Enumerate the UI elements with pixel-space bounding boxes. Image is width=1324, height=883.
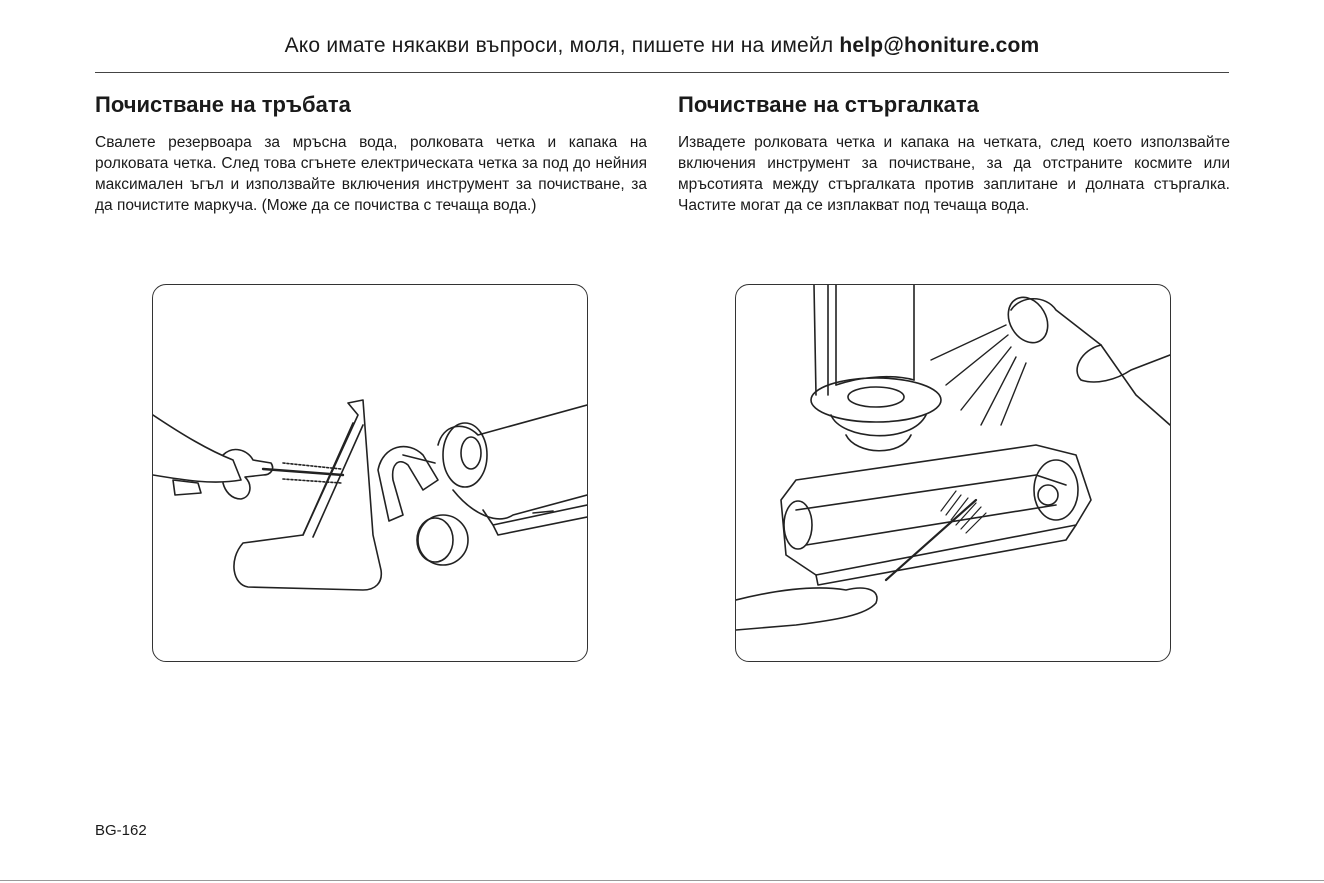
section-tube-cleaning [95,92,647,216]
section-scraper-cleaning [678,92,1230,216]
section-title: Почистване на стъргалката [678,92,979,117]
tube-cleaning-illustration [152,284,588,662]
section-body: Свалете резервоара за мръсна вода, ролковата четка и капака на ролковата четка. След това сгънете електрическата четка за под до нейния максимален ъгъл и използвайте включения инструмент за почистване, за да почистите маркуча. (Може да се почиства с течаща вода.) [95,134,647,214]
header-text: Ако имате някакви въпроси, моля, пишете ни на имейл [284,34,840,57]
section-title: Почистване на тръбата [95,92,351,117]
section-body: Извадете ролковата четка и капака на четката, след което използвайте включения инструмент за почистване, за да отстраните космите или мръсотията между стъргалката против заплитане и долната стъргалка. Частите могат да се изплакват под течаща вода. [678,134,1230,214]
scraper-cleaning-icon [736,285,1170,661]
page-header [95,34,1229,58]
scraper-cleaning-illustration [735,284,1171,662]
support-email[interactable]: help@honiture.com [839,34,1040,57]
page-number: BG-162 [95,822,147,839]
header-divider [95,72,1229,73]
tube-cleaning-icon [153,285,587,661]
page-bottom-edge [0,880,1324,881]
